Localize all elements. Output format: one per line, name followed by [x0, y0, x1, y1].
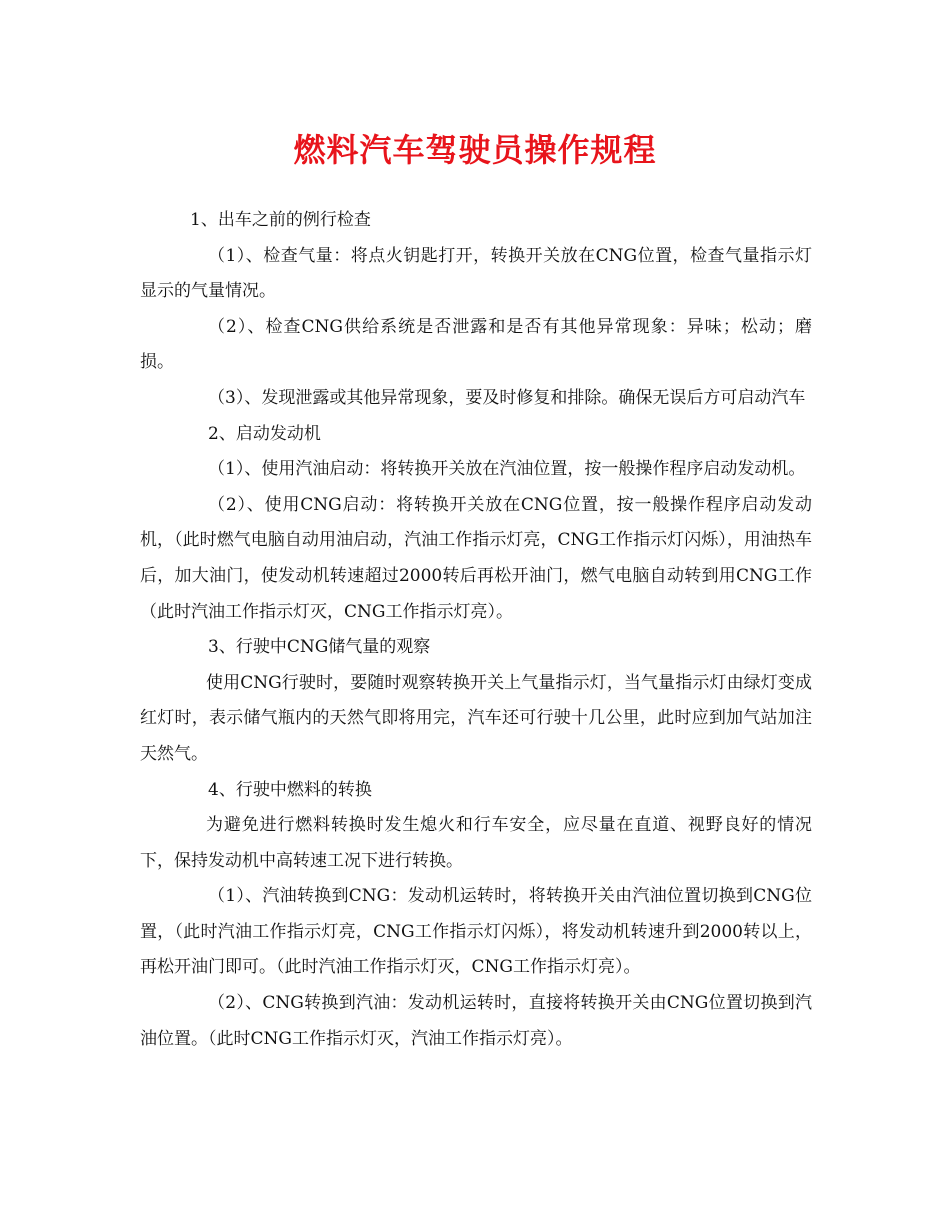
paragraph: （1）、汽油转换到CNG：发动机运转时，将转换开关由汽油位置切换到CNG位置，（此时汽油工作指示灯亮，CNG工作指示灯闪烁），将发动机转速升到2000转以上，再松开油门即可。（此时汽油工作指示灯灭，CNG工作指示灯亮）。: [140, 886, 812, 978]
document-title: 燃料汽车驾驶员操作规程: [293, 131, 657, 169]
paragraph: （3）、发现泄露或其他异常现象，要及时修复和排除。确保无误后方可启动汽车: [208, 387, 806, 408]
paragraph: 使用CNG行驶时，要随时观察转换开关上气量指示灯，当气量指示灯由绿灯变成红灯时，表示储气瓶内的天然气即将用完，汽车还可行驶十几公里，此时应到加气站加注天然气。: [140, 672, 812, 764]
paragraph: （2）、CNG转换到汽油：发动机运转时，直接将转换开关由CNG位置切换到汽油位置。（此时CNG工作指示灯灭，汽油工作指示灯亮）。: [140, 993, 812, 1049]
document-body: [140, 203, 812, 1057]
section-heading-1: 1、出车之前的例行检查: [190, 210, 371, 230]
paragraph: （2）、检查CNG供给系统是否泄露和是否有其他异常现象：异味；松动；磨损。: [140, 316, 812, 373]
paragraph: 为避免进行燃料转换时发生熄火和行车安全，应尽量在直道、视野良好的情况下，保持发动机中高转速工况下进行转换。: [140, 815, 812, 871]
paragraph: （1）、使用汽油启动：将转换开关放在汽油位置，按一般操作程序启动发动机。: [208, 459, 806, 480]
paragraph: （1）、检查气量：将点火钥匙打开，转换开关放在CNG位置，检查气量指示灯显示的气量情况。: [140, 245, 812, 302]
section-heading-4: 4、行驶中燃料的转换: [208, 779, 372, 800]
section-heading-2: 2、启动发动机: [208, 423, 321, 444]
section-heading-3: 3、行驶中CNG储气量的观察: [208, 637, 431, 658]
paragraph: （2）、使用CNG启动：将转换开关放在CNG位置，按一般操作程序启动发动机，（此时燃气电脑自动用油启动，汽油工作指示灯亮，CNG工作指示灯闪烁），用油热车后，加大油门，使发动机转速超过2000转后再松开油门，燃气电脑自动转到用CNG工作（此时汽油工作指示灯灭，CNG工作指示灯亮）。: [140, 494, 812, 622]
